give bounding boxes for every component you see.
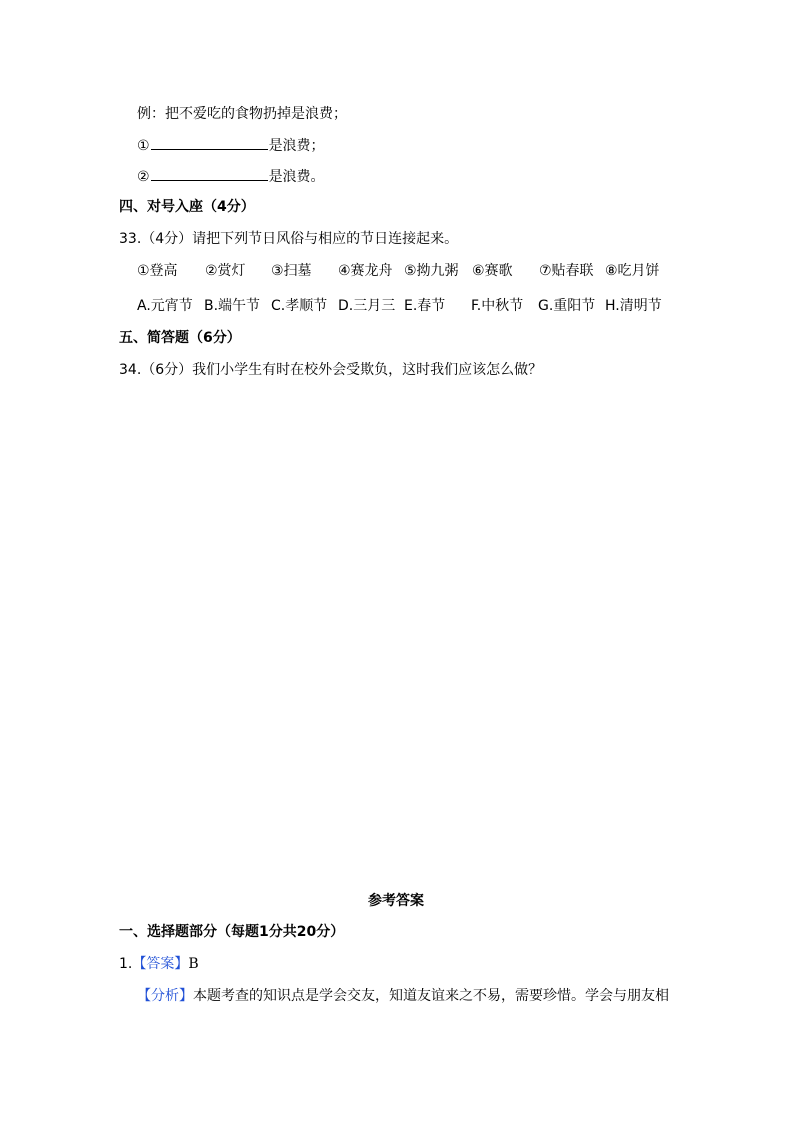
answer-tag: 【答案】 xyxy=(132,956,189,972)
blank-line-1 xyxy=(137,136,325,155)
answers-title: 参考答案 xyxy=(368,893,424,909)
answer-1-value: B xyxy=(188,956,199,972)
custom-item: ⑥赛歌 xyxy=(472,263,513,279)
section5-heading: 五、简答题（6分） xyxy=(119,330,241,346)
festival-item: H.清明节 xyxy=(605,298,662,314)
blank-1-field[interactable] xyxy=(151,136,268,150)
answer-1 xyxy=(119,955,199,973)
analysis-1 xyxy=(137,987,669,1005)
custom-item: ②赏灯 xyxy=(205,263,246,279)
festival-item: B.端午节 xyxy=(204,298,261,314)
blank-2-marker: ② xyxy=(137,169,150,185)
analysis-1-text: 本题考查的知识点是学会交友，知道友谊来之不易，需要珍惜。学会与朋友相 xyxy=(193,988,669,1004)
custom-item: ③扫墓 xyxy=(271,263,312,279)
festival-item: D.三月三 xyxy=(338,298,396,314)
blank-2-field[interactable] xyxy=(151,167,268,181)
section4-heading: 四、对号入座（4分） xyxy=(119,199,255,215)
custom-item: ⑧吃月饼 xyxy=(605,263,660,279)
custom-item: ①登高 xyxy=(137,263,178,279)
custom-item: ④赛龙舟 xyxy=(338,263,393,279)
festival-item: E.春节 xyxy=(404,298,446,314)
custom-item: ⑤拗九粥 xyxy=(404,263,459,279)
festival-item: C.孝顺节 xyxy=(271,298,328,314)
question-33: 33.（4分）请把下列节日风俗与相应的节日连接起来。 xyxy=(119,231,459,247)
custom-item: ⑦贴春联 xyxy=(539,263,594,279)
answer-1-number: 1. xyxy=(119,956,133,972)
blank-1-suffix: 是浪费； xyxy=(268,138,325,154)
festival-item: G.重阳节 xyxy=(538,298,596,314)
blank-line-2 xyxy=(137,167,325,186)
answers-section1-heading: 一、选择题部分（每题1分共20分） xyxy=(119,924,345,940)
blank-2-suffix: 是浪费。 xyxy=(268,169,325,185)
festival-item: A.元宵节 xyxy=(137,298,193,314)
question-34: 34.（6分）我们小学生有时在校外会受欺负，这时我们应该怎么做？ xyxy=(119,362,543,378)
example-text: 例：把不爱吃的食物扔掉是浪费； xyxy=(137,106,347,122)
festival-item: F.中秋节 xyxy=(471,298,524,314)
blank-1-marker: ① xyxy=(137,138,150,154)
analysis-tag: 【分析】 xyxy=(137,988,193,1004)
